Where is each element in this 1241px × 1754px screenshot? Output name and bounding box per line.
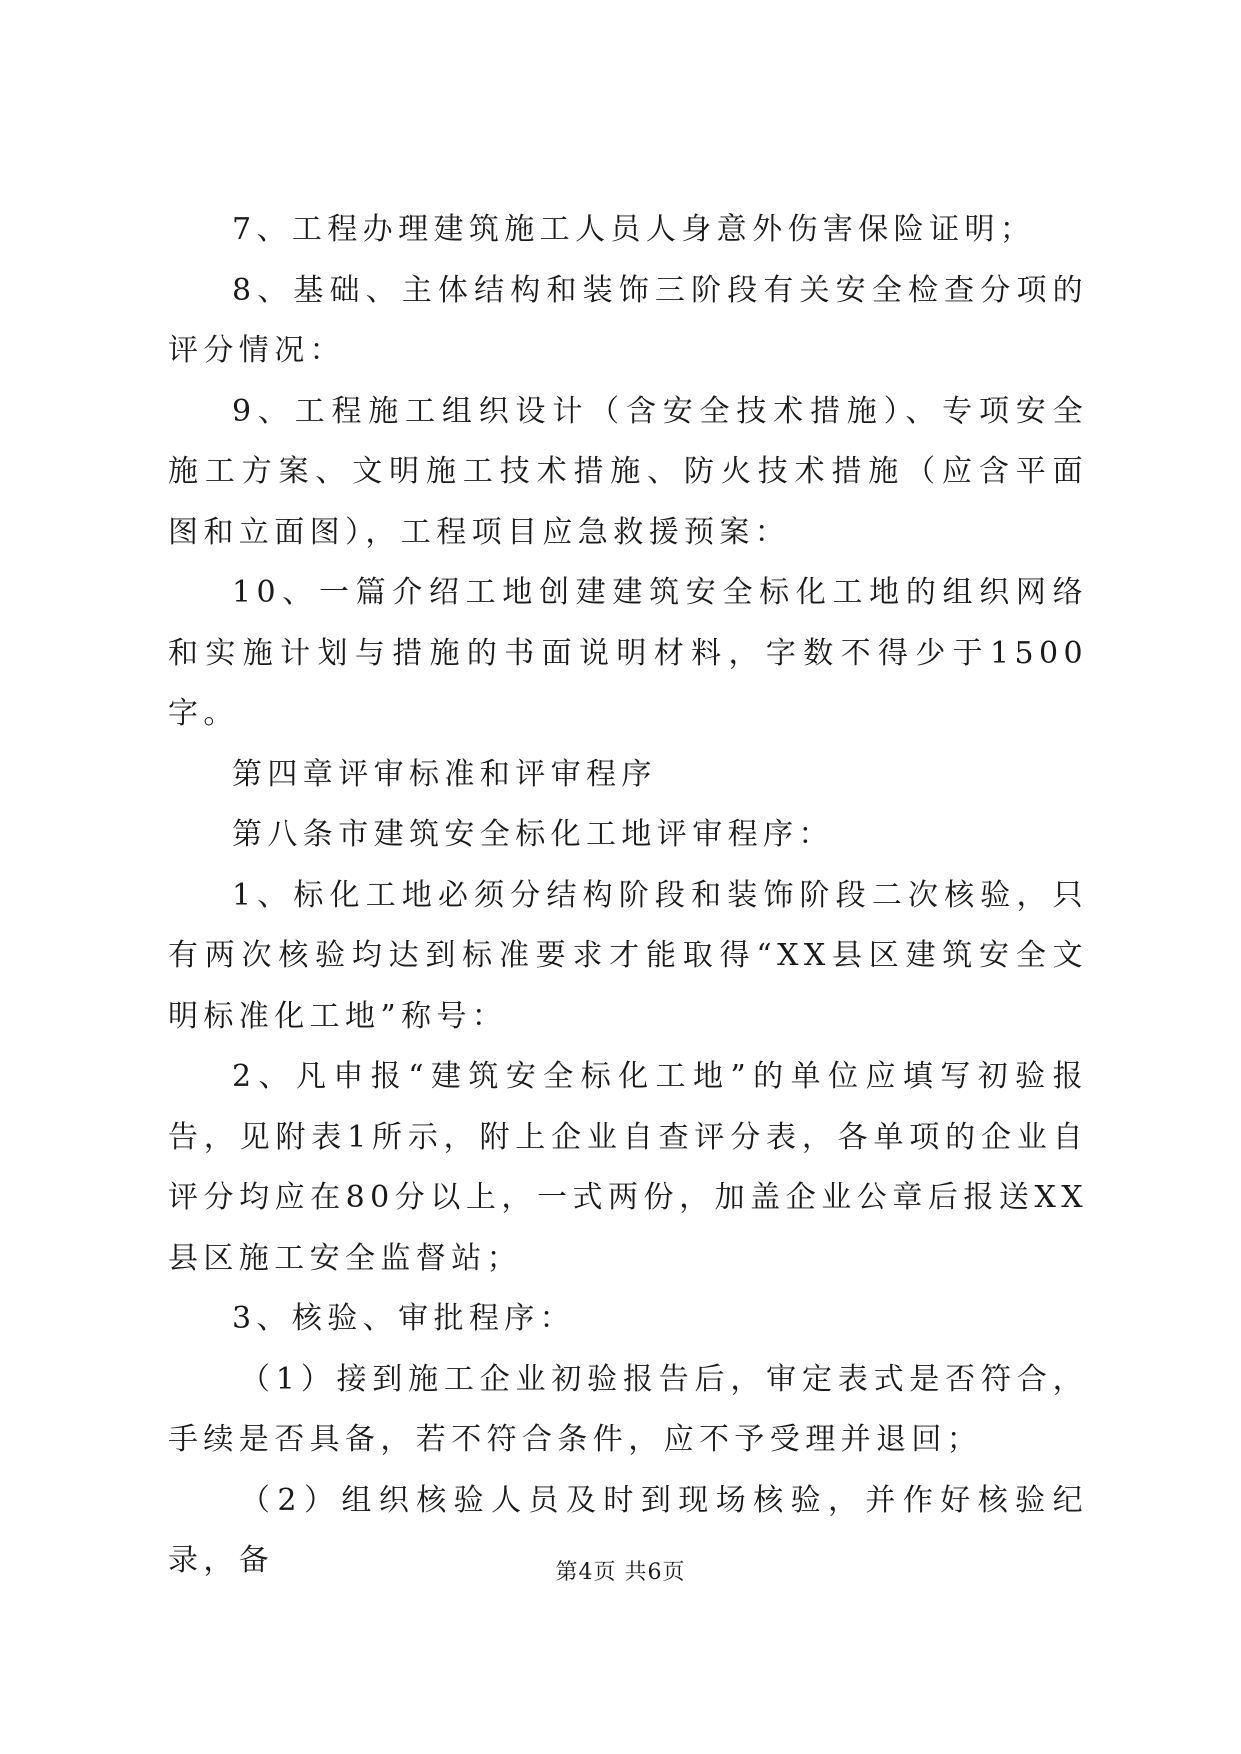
- procedure-item-2: 2、凡申报“建筑安全标化工地”的单位应填写初验报告，见附表1所示，附上企业自查评分表，各单项的企业自评分均应在80分以上，一式两份，加盖企业公章后报送XX县区施工安全监督站；: [168, 1059, 1088, 1276]
- procedure-item-3: 3、核验、审批程序：: [232, 1301, 576, 1336]
- page-number-footer: 第4页 共6页: [555, 1560, 686, 1585]
- sub-item-1: （1）接到施工企业初验报告后，审定表式是否符合，手续是否具备，若不符合条件，应不予受理并退回；: [168, 1361, 1088, 1457]
- chapter-heading: 第四章评审标准和评审程序: [232, 756, 657, 792]
- paragraph-item-7: 7、工程办理建筑施工人员人身意外伤害保险证明；: [232, 212, 1036, 247]
- paragraph-item-10: 10、一篇介绍工地创建建筑安全标化工地的组织网络和实施计划与措施的书面说明材料，字数不得少于1500字。: [168, 575, 1088, 731]
- procedure-item-1: 1、标化工地必须分结构阶段和装饰阶段二次核验，只有两次核验均达到标准要求才能取得“XX县区建筑安全文明标准化工地”称号：: [168, 877, 1088, 1034]
- sub-item-2: （2）组织核验人员及时到现场核验，并作好核验纪录，备: [168, 1482, 1088, 1578]
- paragraph-item-8: 8、基础、主体结构和装饰三阶段有关安全检查分项的评分情况：: [168, 272, 1088, 368]
- document-body: [168, 200, 1088, 1592]
- paragraph-item-9: 9、工程施工组织设计（含安全技术措施）、专项安全施工方案、文明施工技术措施、防火技术措施（应含平面图和立面图），工程项目应急救援预案：: [168, 393, 1088, 550]
- article-heading: 第八条市建筑安全标化工地评审程序：: [232, 817, 834, 852]
